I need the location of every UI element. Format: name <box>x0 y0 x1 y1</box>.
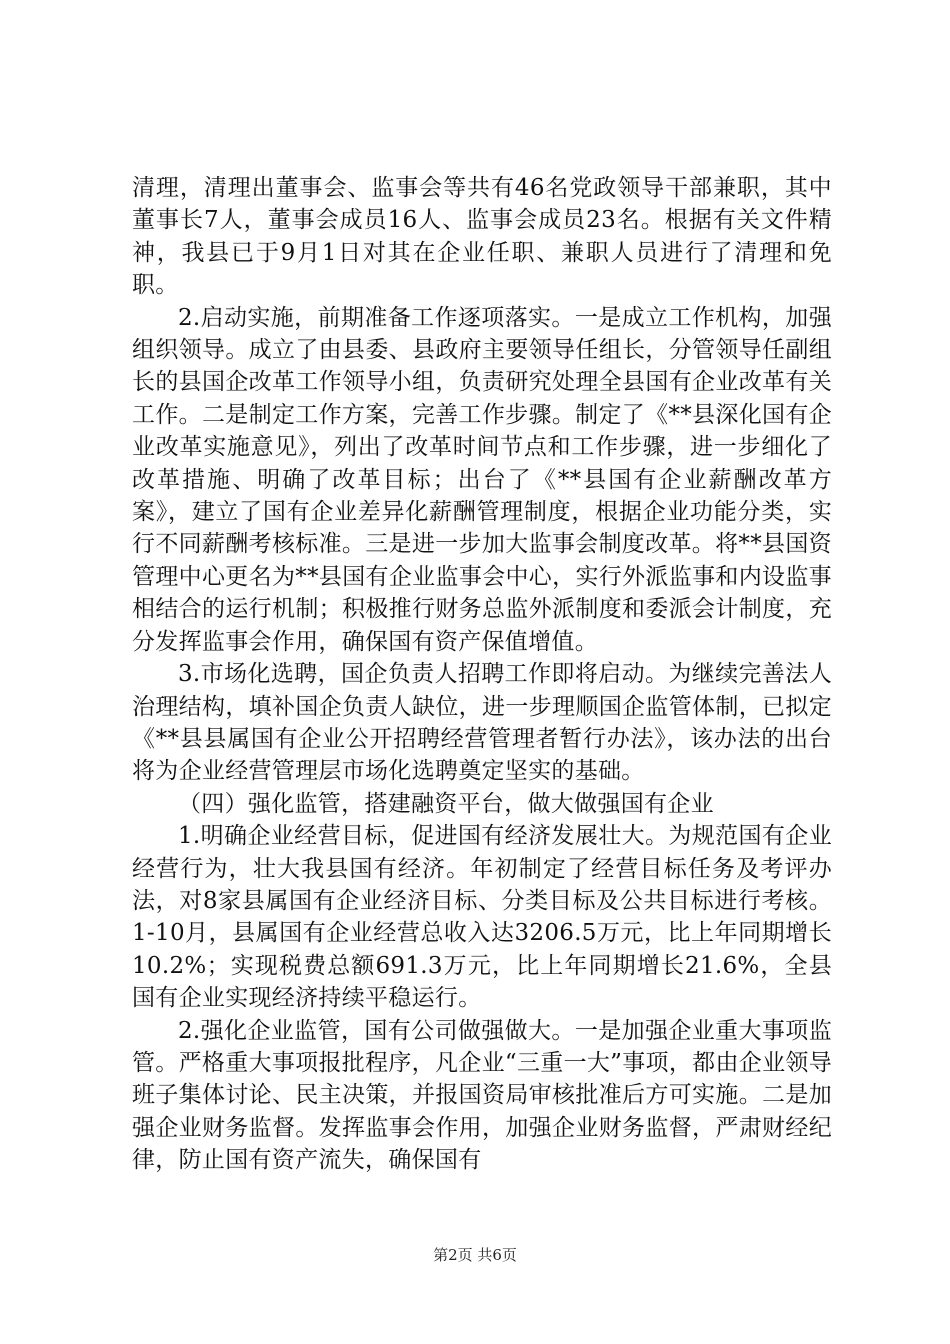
paragraph-item-1-business-goals: 1.明确企业经营目标，促进国有经济发展壮大。为规范国有企业经营行为，壮大我县国有经济。年初制定了经营目标任务及考评办法，对8家县属国有企业经济目标、分类目标及公共目标进行考核。1-10月，县属国有企业经营总收入达3206.5万元，比上年同期增长10.2%；实现税费总额691.3万元，比上年同期增长21.6%，全县国有企业实现经济持续平稳运行。 <box>132 823 832 1012</box>
document-body <box>132 172 832 1177</box>
section-heading-4: （四）强化监管，搭建融资平台，做大做强国有企业 <box>178 790 714 817</box>
paragraph-item-3-market-hiring: 3.市场化选聘，国企负责人招聘工作即将启动。为继续完善法人治理结构，填补国企负责人缺位，进一步理顺国企监管体制，已拟定《**县县属国有企业公开招聘经营管理者暂行办法》，该办法的出台将为企业经营管理层市场化选聘奠定坚实的基础。 <box>132 661 832 785</box>
paragraph-continuation: 清理，清理出董事会、监事会等共有46名党政领导干部兼职，其中董事长7人，董事会成员16人、监事会成员23名。根据有关文件精神，我县已于9月1日对其在企业任职、兼职人员进行了清理和免职。 <box>132 175 832 299</box>
page-footer: 第2页 共6页 <box>433 1246 517 1264</box>
paragraph-item-2-startup: 2.启动实施，前期准备工作逐项落实。一是成立工作机构，加强组织领导。成立了由县委、县政府主要领导任组长，分管领导任副组长的县国企改革工作领导小组，负责研究处理全县国有企业改革有关工作。二是制定工作方案，完善工作步骤。制定了《**县深化国有企业改革实施意见》，列出了改革时间节点和工作步骤，进一步细化了改革措施、明确了改革目标；出台了《**县国有企业薪酬改革方案》，建立了国有企业差异化薪酬管理制度，根据企业功能分类，实行不同薪酬考核标准。三是进一步加大监事会制度改革。将**县国资管理中心更名为**县国有企业监事会中心，实行外派监事和内设监事相结合的运行机制；积极推行财务总监外派制度和委派会计制度，充分发挥监事会作用，确保国有资产保值增值。 <box>132 304 832 655</box>
paragraph-item-2-supervision: 2.强化企业监管，国有公司做强做大。一是加强企业重大事项监管。严格重大事项报批程序，凡企业“三重一大”事项，都由企业领导班子集体讨论、民主决策，并报国资局审核批准后方可实施。二是加强企业财务监督。发挥监事会作用，加强企业财务监督，严肃财经纪律，防止国有资产流失，确保国有 <box>132 1017 832 1174</box>
